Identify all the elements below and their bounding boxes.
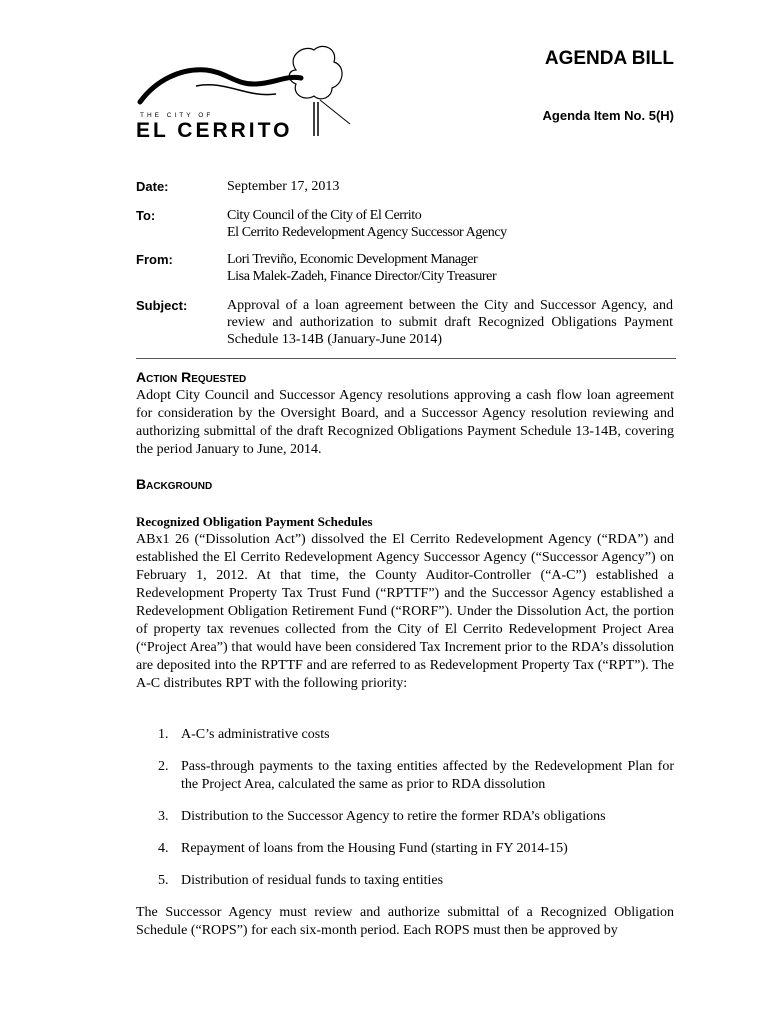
city-logo [136,40,356,140]
list-item-number: 5. [158,873,169,888]
list-item-number: 3. [158,809,169,824]
subject-value: Approval of a loan agreement between the City and Successor Agency, and review and authorization to submit draft Recognized Obligations Payment Schedule 13-14B (January-June 2014) [227,298,673,347]
subject-label: Subject: [136,298,188,313]
to-label: To: [136,208,156,223]
to-value [227,207,673,241]
background-heading: Background [136,476,213,492]
list-item-text: Distribution of residual funds to taxing entities [181,873,444,888]
to-line: El Cerrito Redevelopment Agency Successor Agency [227,225,507,240]
action-requested-heading: Action Requested [136,369,247,385]
list-item-number: 1. [158,727,169,742]
list-item-text: Pass-through payments to the taxing entities affected by the Redevelopment Plan for the Project Area, calculated the same as prior to RDA dissolution [181,759,674,792]
logo-small-text: THE CITY OF [140,112,214,119]
list-item-text: Distribution to the Successor Agency to retire the former RDA’s obligations [181,809,606,824]
list-item [136,808,674,826]
date-label: Date: [136,179,169,194]
to-line: City Council of the City of El Cerrito [227,208,422,223]
list-item [136,872,674,890]
from-value [227,251,673,285]
list-item-text: A-C’s administrative costs [181,727,330,742]
rops-subheading: Recognized Obligation Payment Schedules [136,514,373,529]
page-title: AGENDA BILL [544,48,674,69]
from-label: From: [136,252,173,267]
list-item [136,758,674,794]
background-paragraph-2: The Successor Agency must review and authorize submittal of a Recognized Obligation Schedule (“ROPS”) for each six-month period. Each ROPS must then be approved by [136,905,674,938]
list-item [136,726,674,744]
background-paragraph-1: ABx1 26 (“Dissolution Act”) dissolved the El Cerrito Redevelopment Agency (“RDA”) and established the El Cerrito Redevelopment Agency Successor Agency (“Successor Agency”) on February 1, 2012. At that time, the County Auditor-Controller (“A-C”) established a Redevelopment Property Tax Trust Fund (“RPTTF”) and the Successor Agency established a Redevelopment Obligation Retirement Fund (“RORF”). Under the Dissolution Act, the portion of property tax revenues collected from the City of El Cerrito Redevelopment Project Area (“Project Area”) that would have been considered Tax Increment prior to the RDA’s dissolution are deposited into the RPTTF and are referred to as Redevelopment Property Tax (“RPT”). The A-C distributes RPT with the following priority: [136,532,674,691]
date-text: September 17, 2013 [227,179,340,194]
action-requested-text: Adopt City Council and Successor Agency resolutions approving a cash flow loan agreement for consideration by the Oversight Board, and a Successor Agency resolution reviewing and authorizing submittal of the draft Recognized Obligations Payment Schedule 13-14B, covering the period January to June, 2014. [136,388,674,457]
from-line: Lisa Malek-Zadeh, Finance Director/City Treasurer [227,269,497,284]
list-item-number: 2. [158,759,169,774]
date-value [227,178,673,195]
list-item-number: 4. [158,841,169,856]
list-item-text: Repayment of loans from the Housing Fund (starting in FY 2014-15) [181,841,568,856]
logo-big-text: EL CERRITO [136,119,293,142]
header-divider [136,358,676,359]
list-item [136,840,674,858]
agenda-item-number: Agenda Item No. 5(H) [542,108,674,123]
priority-list [136,726,674,904]
from-line: Lori Treviño, Economic Development Manager [227,252,478,267]
